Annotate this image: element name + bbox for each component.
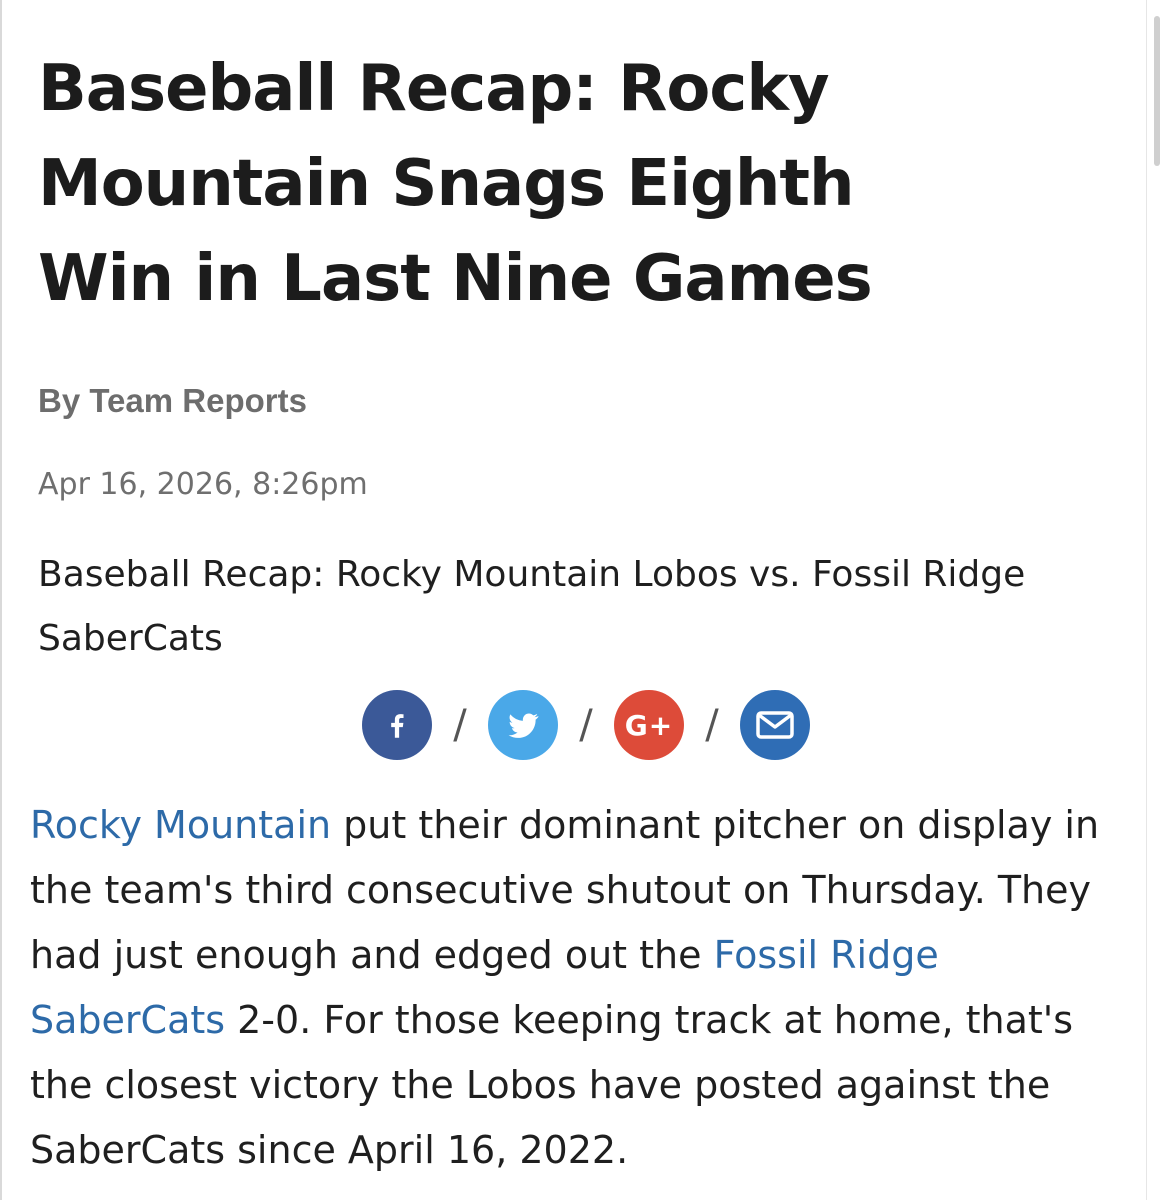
share-separator: / <box>579 702 593 748</box>
article <box>38 0 1128 671</box>
body-text-segment: 2-0. For those keeping track at home, that's the closest victory the Lobos have posted against the SaberCats since April 16, 2022. <box>30 998 1074 1172</box>
body-text-segment: put their dominant pitcher on display in the team's third consecutive shutout on Thursday. They had just enough and edged out the <box>30 803 1100 977</box>
envelope-icon <box>756 710 794 740</box>
scrollbar-thumb[interactable] <box>1154 16 1160 166</box>
share-separator: / <box>705 702 719 748</box>
share-google-plus-button[interactable] <box>614 690 684 760</box>
article-body <box>30 793 1140 1183</box>
article-date: Apr 16, 2026, 8:26pm <box>38 467 368 502</box>
article-byline: By Team Reports <box>38 382 307 419</box>
share-bar <box>362 690 810 760</box>
share-email-button[interactable] <box>740 690 810 760</box>
twitter-icon <box>505 707 541 743</box>
team-link-fossil-ridge[interactable]: Fossil Ridge SaberCats <box>30 933 939 1042</box>
window-edge <box>0 0 2 1200</box>
google-plus-icon: G+ <box>624 708 674 742</box>
share-separator: / <box>453 702 467 748</box>
share-twitter-button[interactable] <box>488 690 558 760</box>
share-facebook-button[interactable] <box>362 690 432 760</box>
article-headline: Baseball Recap: Rocky Mountain Snags Eighth Win in Last Nine Games <box>38 52 872 316</box>
scrollbar[interactable] <box>1146 0 1169 1200</box>
team-link-rocky-mountain[interactable]: Rocky Mountain <box>30 803 332 847</box>
article-dek: Baseball Recap: Rocky Mountain Lobos vs. Fossil Ridge SaberCats <box>38 554 1026 659</box>
facebook-icon <box>380 708 414 742</box>
